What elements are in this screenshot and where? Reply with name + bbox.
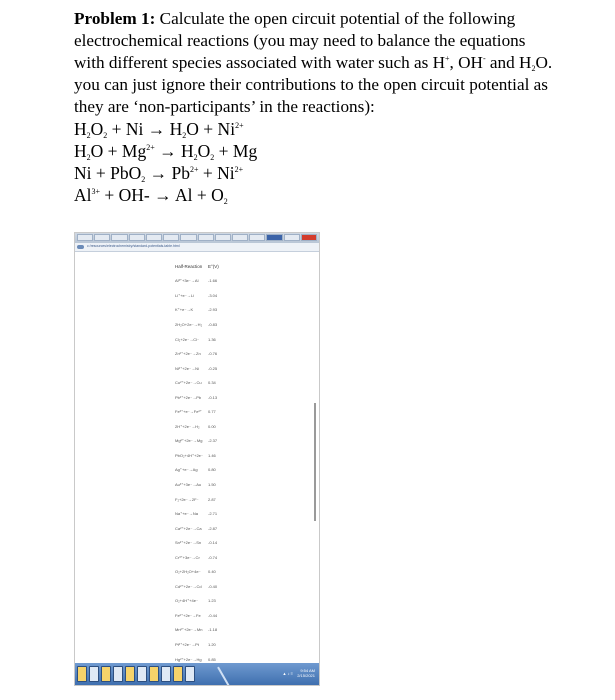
half-reaction-cell: PbO₂+4H⁺+2e⁻	[175, 452, 204, 458]
table-row	[175, 317, 225, 332]
table-row	[175, 477, 225, 492]
oh-sup: -	[482, 54, 486, 63]
table-row	[175, 506, 225, 521]
browser-tab[interactable]	[129, 234, 145, 241]
table-row	[175, 463, 225, 478]
app-icon[interactable]	[185, 666, 195, 682]
app-icon[interactable]	[101, 666, 111, 682]
potential-cell: 2.87	[208, 496, 216, 502]
table-row	[175, 361, 225, 376]
potential-cell: 0.77	[208, 409, 216, 415]
table-header: Half-Reaction E°(V)	[175, 263, 219, 269]
problem-label: Problem 1:	[74, 9, 156, 28]
browser-tab[interactable]	[111, 234, 127, 241]
h-sup: +	[445, 54, 450, 63]
problem-text-mid: , OH	[449, 53, 483, 72]
potential-cell: 1.23	[208, 598, 216, 604]
taskbar-clock[interactable]: 9:54 AM 2/15/2021	[297, 668, 315, 678]
table-row	[175, 608, 225, 623]
browser-tab[interactable]	[146, 234, 162, 241]
browser-tab[interactable]	[163, 234, 179, 241]
app-icon[interactable]	[89, 666, 99, 682]
table-row	[175, 404, 225, 419]
potential-cell: -1.18	[208, 627, 218, 633]
half-reaction-cell: Cd²⁺+2e⁻→Cd	[175, 583, 202, 589]
windows-taskbar	[75, 663, 319, 685]
potential-cell: -2.87	[208, 525, 218, 531]
reaction-2: $H_2O + Mg^{2+} \to H_2O_2 + Mg$	[74, 141, 258, 162]
potential-cell: -2.93	[208, 307, 218, 313]
start-icon[interactable]	[77, 666, 87, 682]
address-bar[interactable]	[75, 243, 319, 252]
half-reaction-cell: 2H₂O+2e⁻→H₂	[175, 321, 203, 327]
browser-tab[interactable]	[232, 234, 248, 241]
half-reaction-cell: K⁺+e⁻→K	[175, 307, 194, 313]
half-reaction-cell: Pt²⁺+2e⁻→Pt	[175, 641, 199, 647]
half-reaction-cell: Fe³⁺+e⁻→Fe²⁺	[175, 409, 202, 415]
embedded-browser-screenshot	[74, 232, 320, 686]
potential-cell: -0.44	[208, 612, 218, 618]
scrollbar[interactable]	[314, 403, 316, 521]
table-row	[175, 448, 225, 463]
browser-tab[interactable]	[249, 234, 265, 241]
table-row	[175, 623, 225, 638]
half-reaction-cell: Zn²⁺+2e⁻→Zn	[175, 351, 201, 357]
half-reaction-cell: Na⁺+e⁻→Na	[175, 511, 199, 517]
table-row	[175, 579, 225, 594]
half-reaction-cell: O₂+4H⁺+4e⁻	[175, 598, 199, 604]
half-reaction-cell: Mg²⁺+2e⁻→Mg	[175, 438, 203, 444]
potential-cell: 0.34	[208, 380, 216, 386]
half-reaction-cell: Sn²⁺+2e⁻→Sn	[175, 540, 202, 546]
potential-cell: -0.76	[208, 351, 218, 357]
app-icon[interactable]	[173, 666, 183, 682]
table-row	[175, 346, 225, 361]
table-row	[175, 332, 225, 347]
potential-cell: -0.13	[208, 394, 218, 400]
table-row	[175, 375, 225, 390]
problem-text-and: and H	[485, 53, 532, 72]
half-reaction-cell: Hg²⁺+2e⁻→Hg	[175, 656, 202, 662]
potential-cell: -0.83	[208, 321, 218, 327]
half-reaction-cell: Al³⁺+3e⁻→Al	[175, 278, 199, 284]
half-reaction-cell: Cu²⁺+2e⁻→Cu	[175, 380, 202, 386]
problem-text-tail: O. you can just ignore their contributions to the open circuit potential as they are ‘non-participants’ in the reactions):	[74, 53, 553, 116]
table-row	[175, 637, 225, 652]
potential-cell: 0.85	[208, 656, 216, 662]
potentials-table	[175, 259, 225, 666]
table-row	[175, 492, 225, 507]
reaction-1: $H_2O_2 + Ni \to H_2O + Ni^{2+}$	[74, 119, 244, 140]
taskbar-icons	[77, 666, 195, 682]
table-row	[175, 434, 225, 449]
problem-paragraph	[74, 8, 554, 118]
reaction-3: $Ni + PbO_2 \to Pb^{2+} + Ni^{2+}$	[74, 163, 244, 184]
half-reaction-cell: O₂+2H₂O+4e⁻	[175, 569, 201, 575]
potential-cell: 1.50	[208, 481, 216, 487]
app-icon[interactable]	[149, 666, 159, 682]
potential-cell: 0.40	[208, 569, 216, 575]
app-icon[interactable]	[161, 666, 171, 682]
half-reaction-cell: 2H⁺+2e⁻→H₂	[175, 423, 200, 429]
half-reaction-cell: Au³⁺+3e⁻→Au	[175, 481, 202, 487]
browser-tab-bar	[75, 233, 319, 243]
browser-tab[interactable]	[77, 234, 93, 241]
problem-statement	[74, 8, 554, 206]
potential-cell: 1.20	[208, 641, 216, 647]
browser-close-tab[interactable]	[301, 234, 317, 241]
app-icon[interactable]	[113, 666, 123, 682]
table-row	[175, 564, 225, 579]
problem-text: Calculate the open circuit potential of the following electrochemical reactions (you may need to balance the equations with different species associated with water such as H	[74, 9, 526, 72]
browser-tab[interactable]	[215, 234, 231, 241]
browser-tab[interactable]	[198, 234, 214, 241]
potential-cell: -0.25	[208, 365, 218, 371]
half-reaction-cell: Mn²⁺+2e⁻→Mn	[175, 627, 203, 633]
potential-cell: -0.40	[208, 583, 218, 589]
app-icon[interactable]	[125, 666, 135, 682]
browser-tab[interactable]	[284, 234, 300, 241]
browser-tab[interactable]	[180, 234, 196, 241]
app-icon[interactable]	[137, 666, 147, 682]
table-row	[175, 288, 225, 303]
half-reaction-cell: Fe²⁺+2e⁻→Fe	[175, 612, 201, 618]
half-reaction-cell: Pb²⁺+2e⁻→Pb	[175, 394, 202, 400]
system-tray-icons[interactable]: ▲ ♪ ≡	[282, 671, 293, 676]
table-row	[175, 535, 225, 550]
potential-cell: -0.14	[208, 540, 218, 546]
h2o-sub: 2	[531, 64, 536, 73]
table-row	[175, 550, 225, 565]
half-reaction-cell: Li⁺+e⁻→Li	[175, 292, 195, 298]
potential-cell: 0.00	[208, 423, 216, 429]
potential-cell: -1.66	[208, 278, 218, 284]
table-row	[175, 390, 225, 405]
potential-cell: 1.36	[208, 336, 216, 342]
table-row	[175, 521, 225, 536]
browser-tab-active[interactable]	[266, 234, 282, 241]
potential-cell: 0.80	[208, 467, 216, 473]
half-reaction-cell: F₂+2e⁻→2F⁻	[175, 496, 199, 502]
potential-cell: 1.46	[208, 452, 216, 458]
potential-cell: -0.74	[208, 554, 218, 560]
reaction-4: $Al^{3+} + OH- \to Al + O_2$	[74, 185, 228, 206]
address-url[interactable]: c:/resources/electrochemistry/standard-potentials-table.html	[87, 244, 180, 248]
potential-cell: -2.37	[208, 438, 218, 444]
half-reaction-cell: Ag⁺+e⁻→Ag	[175, 467, 198, 473]
table-row	[175, 274, 225, 289]
potential-cell: -2.71	[208, 511, 218, 517]
browser-tab[interactable]	[94, 234, 110, 241]
half-reaction-cell: Cl₂+2e⁻→Cl⁻	[175, 336, 200, 342]
table-row	[175, 419, 225, 434]
half-reaction-cell: Cr³⁺+3e⁻→Cr	[175, 554, 200, 560]
potential-cell: -3.04	[208, 292, 218, 298]
table-row	[175, 594, 225, 609]
table-row	[175, 303, 225, 318]
half-reaction-cell: Ni²⁺+2e⁻→Ni	[175, 365, 199, 371]
half-reaction-cell: Ca²⁺+2e⁻→Ca	[175, 525, 202, 531]
back-forward-icon[interactable]	[77, 245, 84, 249]
